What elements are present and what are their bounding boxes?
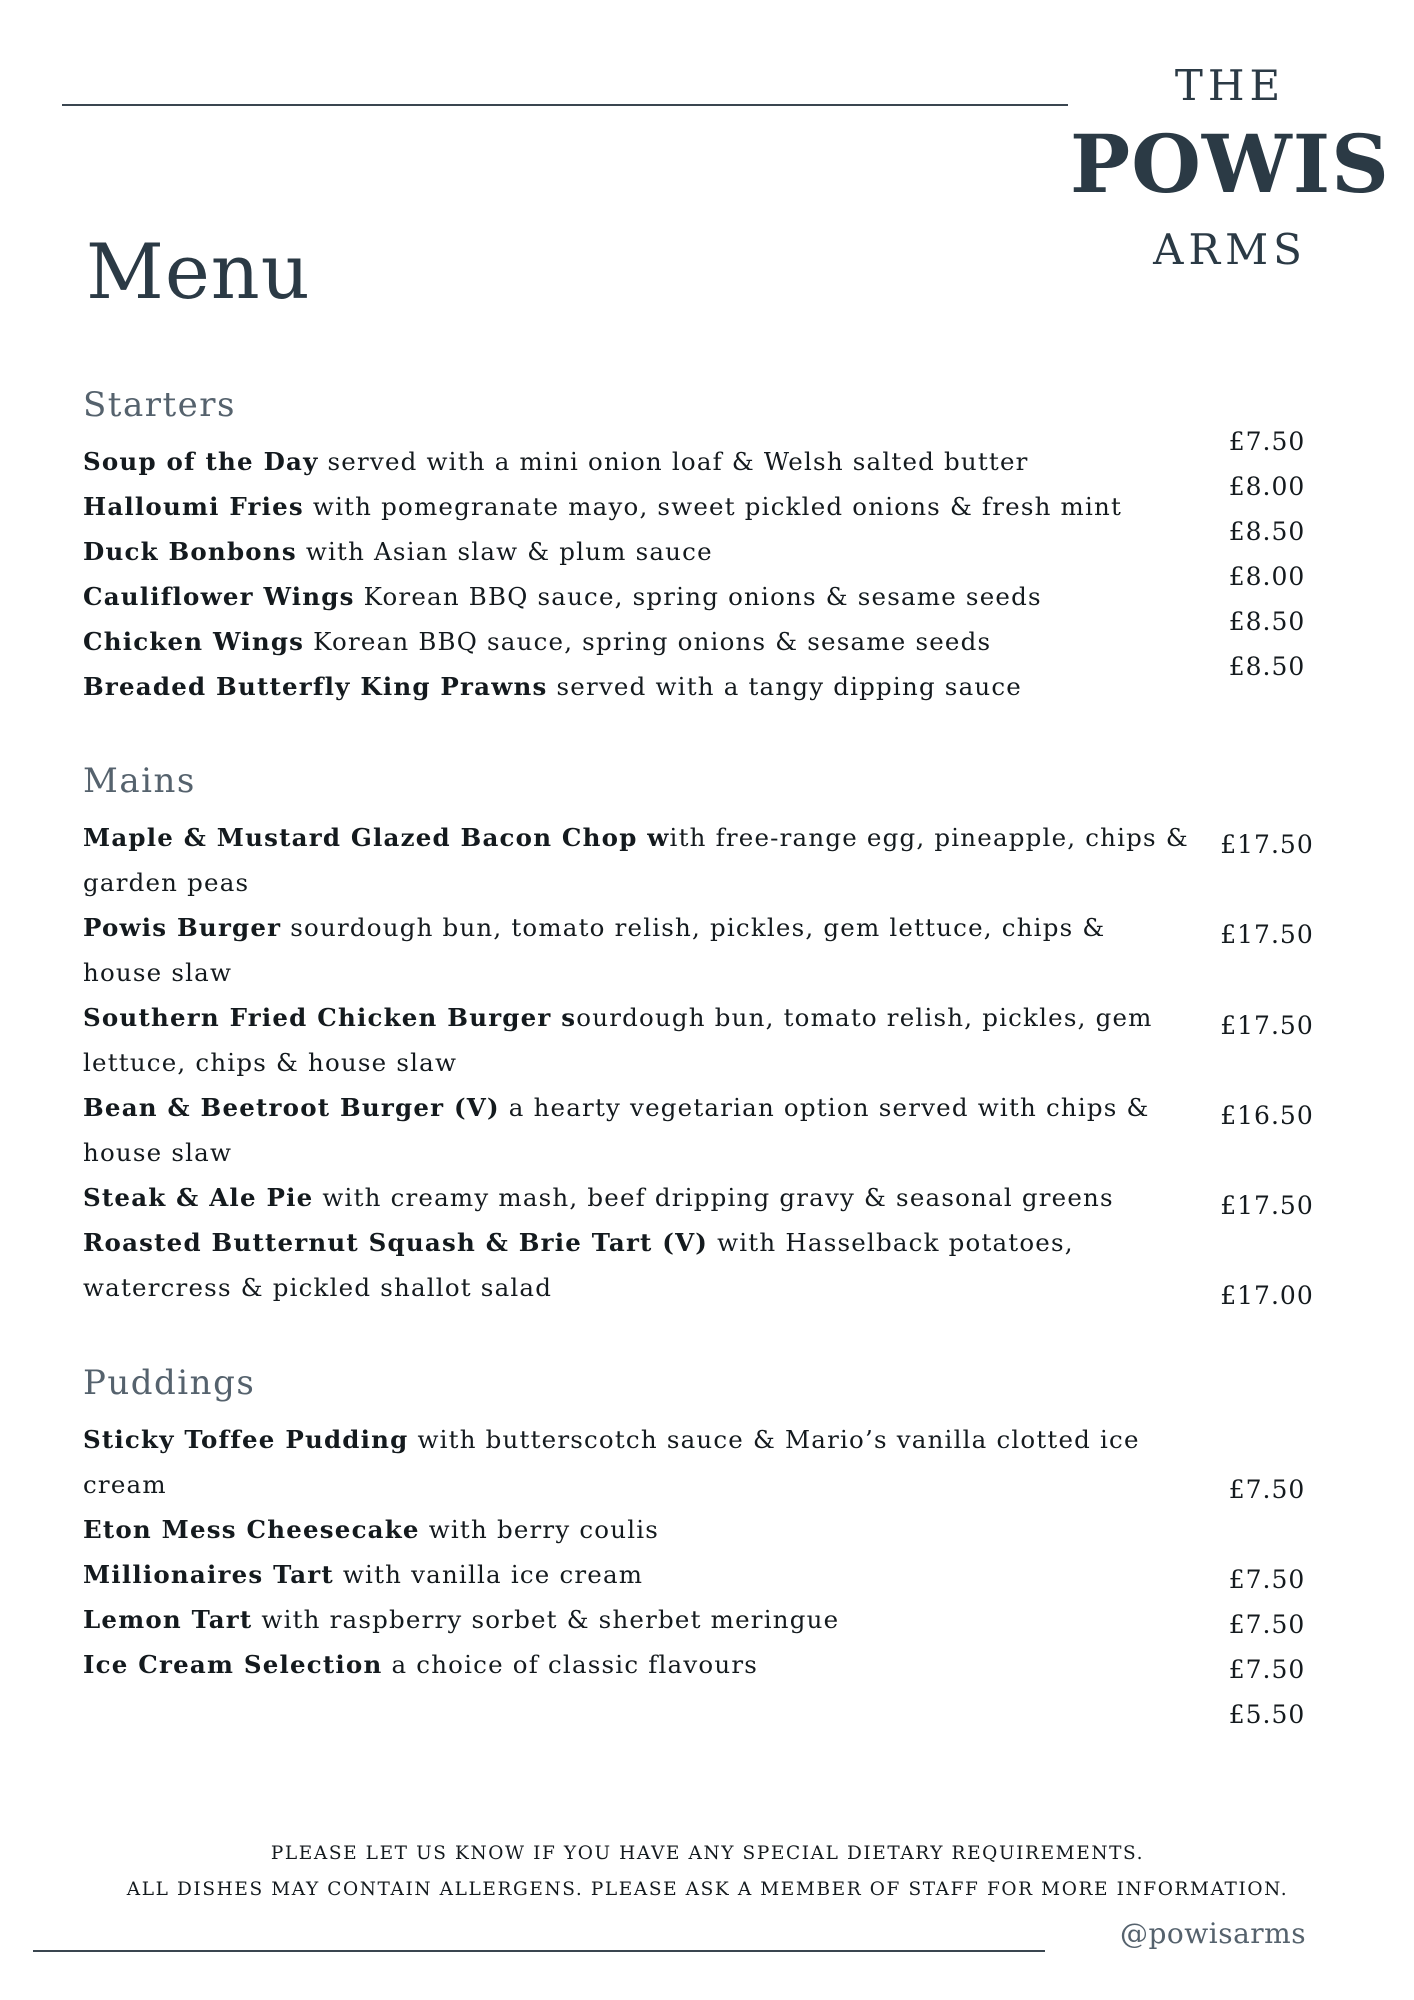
allergen-notice: ALL DISHES MAY CONTAIN ALLERGENS. PLEASE ASK A MEMBER OF STAFF FOR MORE INFORMATION. <box>126 1879 1289 1900</box>
dish-name: Powis Burger <box>83 913 282 942</box>
brand-logo <box>1060 58 1400 278</box>
menu-item <box>83 664 1193 709</box>
dish-description: with Asian slaw & plum sauce <box>296 537 713 566</box>
dish-description: ith free-range egg, pineapple, chips & garden peas <box>83 823 1189 897</box>
dish-name: Southern Fried Chicken Burger s <box>83 1003 577 1032</box>
dish-description: Korean BBQ sauce, spring onions & sesame seeds <box>304 627 992 656</box>
dish-name: Duck Bonbons <box>83 537 297 566</box>
price-label: £8.00 <box>1228 562 1306 591</box>
dish-name: Bean & Beetroot Burger (V) <box>83 1093 500 1122</box>
price-label: £17.50 <box>1220 920 1314 949</box>
dish-description: ourdough bun, tomato relish, pickles, gem lettuce, chips & house slaw <box>83 1003 1153 1077</box>
dish-description: served with a mini onion loaf & Welsh salted butter <box>318 447 1029 476</box>
dish-name: Ice Cream Selection <box>83 1650 383 1679</box>
menu-item <box>83 529 1193 574</box>
menu-item <box>83 574 1193 619</box>
mains-list <box>83 815 1191 1310</box>
brand-line-arms: ARMS <box>1153 225 1307 274</box>
dish-description: with Hasselback potatoes, watercress & pickled shallot salad <box>83 1228 1074 1302</box>
price-label: £17.50 <box>1220 1011 1314 1040</box>
price-label: £7.50 <box>1228 1655 1306 1684</box>
price-label: £7.50 <box>1228 1475 1306 1504</box>
dish-description: with creamy mash, beef dripping gravy & seasonal greens <box>313 1183 1114 1212</box>
section-title-puddings: Puddings <box>83 1363 256 1403</box>
price-label: £8.50 <box>1228 517 1306 546</box>
dish-name: Cauliflower Wings <box>83 582 355 611</box>
price-label: £7.50 <box>1228 1610 1306 1639</box>
menu-item <box>83 619 1193 664</box>
menu-item <box>83 484 1193 529</box>
dish-description: served with a tangy dipping sauce <box>547 672 1022 701</box>
menu-item <box>83 905 1191 995</box>
menu-item <box>83 1220 1191 1310</box>
menu-item <box>83 1552 1143 1597</box>
price-label: £7.50 <box>1228 427 1306 456</box>
price-label: £8.50 <box>1228 652 1306 681</box>
price-label: £17.00 <box>1220 1281 1314 1310</box>
brand-line-powis: POWIS <box>1070 117 1390 211</box>
price-label: £7.50 <box>1228 1565 1306 1594</box>
menu-item <box>83 1417 1143 1507</box>
dish-name: Breaded Butterfly King Prawns <box>83 672 548 701</box>
section-title-starters: Starters <box>83 385 236 425</box>
dish-name: Roasted Butternut Squash & Brie Tart (V) <box>83 1228 709 1257</box>
starters-list <box>83 439 1193 709</box>
section-starters <box>83 383 1323 701</box>
dish-name: Millionaires Tart <box>83 1560 334 1589</box>
bottom-divider <box>33 1950 1045 1952</box>
dish-name: Soup of the Day <box>83 447 319 476</box>
dietary-notice: PLEASE LET US KNOW IF YOU HAVE ANY SPECIAL DIETARY REQUIREMENTS. <box>270 1843 1145 1864</box>
dish-name: Steak & Ale Pie <box>83 1183 314 1212</box>
menu-item <box>83 1642 1143 1687</box>
dish-description: a hearty vegetarian option served with chips & house slaw <box>83 1093 1150 1167</box>
dish-description: with vanilla ice cream <box>333 1560 644 1589</box>
dish-description: Korean BBQ sauce, spring onions & sesame seeds <box>354 582 1042 611</box>
menu-item <box>83 1175 1191 1220</box>
price-label: £16.50 <box>1220 1101 1314 1130</box>
dish-description: with butterscotch sauce & Mario’s vanilla clotted ice cream <box>83 1425 1140 1499</box>
menu-item <box>83 1085 1191 1175</box>
dish-name: Lemon Tart <box>83 1605 253 1634</box>
dish-name: Sticky Toffee Pudding <box>83 1425 409 1454</box>
dish-description: with pomegranate mayo, sweet pickled onions & fresh mint <box>303 492 1123 521</box>
page-title: Menu <box>86 227 311 316</box>
price-label: £5.50 <box>1228 1700 1306 1729</box>
dish-name: Halloumi Fries <box>83 492 304 521</box>
brand-line-the: THE <box>1174 61 1286 110</box>
dish-description: sourdough bun, tomato relish, pickles, gem lettuce, chips & house slaw <box>83 913 1106 987</box>
price-label: £8.50 <box>1228 607 1306 636</box>
top-divider <box>62 104 1068 106</box>
menu-item <box>83 1507 1143 1552</box>
dish-name: Chicken Wings <box>83 627 305 656</box>
section-puddings <box>83 1361 1323 1729</box>
price-label: £17.50 <box>1220 830 1314 859</box>
dish-name: Maple & Mustard Glazed Bacon Chop w <box>83 823 670 852</box>
puddings-list <box>83 1417 1143 1687</box>
dish-description: with raspberry sorbet & sherbet meringue <box>252 1605 840 1634</box>
price-label: £8.00 <box>1228 472 1306 501</box>
section-title-mains: Mains <box>83 761 196 801</box>
menu-item <box>83 815 1191 905</box>
menu-item <box>83 1597 1143 1642</box>
dish-description: a choice of classic flavours <box>382 1650 759 1679</box>
social-handle: @powisarms <box>1120 1917 1307 1950</box>
price-label: £17.50 <box>1220 1191 1314 1220</box>
dish-description: with berry coulis <box>419 1515 660 1544</box>
menu-item <box>83 995 1191 1085</box>
section-mains <box>83 759 1323 1310</box>
menu-item <box>83 439 1193 484</box>
dish-name: Eton Mess Cheesecake <box>83 1515 420 1544</box>
